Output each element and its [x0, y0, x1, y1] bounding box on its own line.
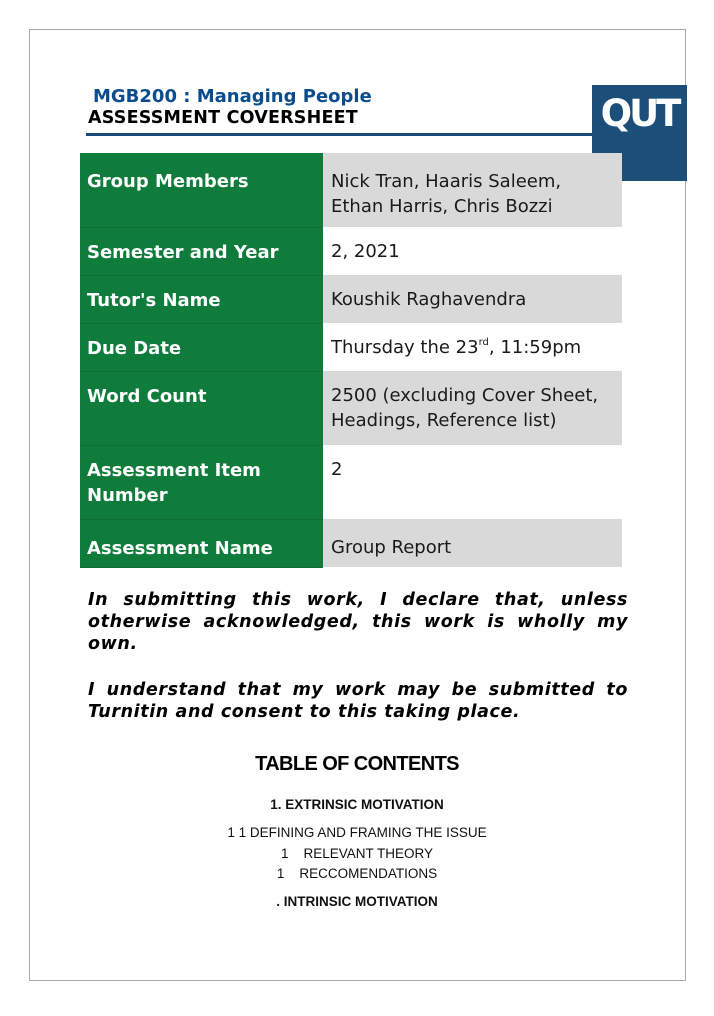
toc-heading: TABLE OF CONTENTS	[255, 753, 459, 775]
toc-item: 1 RECCOMENDATIONS	[276, 866, 438, 881]
value-word-count-line-1: 2500 (excluding Cover Sheet,	[331, 385, 599, 406]
row-assessment-name	[80, 519, 622, 567]
label-group-members: Group Members	[80, 153, 323, 227]
value-word-count	[323, 371, 622, 445]
value-tutor-name: Koushik Raghavendra	[323, 275, 622, 323]
row-tutor-name	[80, 275, 622, 323]
due-date-prefix: Thursday the 23	[331, 337, 479, 358]
label-assessment-name: Assessment Name	[80, 519, 323, 567]
label-semester-year: Semester and Year	[80, 227, 323, 275]
toc-item: . INTRINSIC MOTIVATION	[276, 894, 438, 909]
value-group-members-line-1: Nick Tran, Haaris Saleem,	[331, 171, 562, 192]
label-assessment-item-number	[80, 445, 323, 519]
label-due-date: Due Date	[80, 323, 323, 371]
row-word-count	[80, 371, 622, 445]
toc-item: 1 RELEVANT THEORY	[280, 846, 434, 861]
row-due-date	[80, 323, 622, 371]
value-assessment-item-number: 2	[331, 459, 343, 480]
course-title: MGB200 : Managing People	[93, 86, 372, 107]
value-word-count-line-2: Headings, Reference list)	[331, 410, 557, 431]
toc-item: 1 1 DEFINING AND FRAMING THE ISSUE	[227, 825, 487, 840]
value-group-members	[323, 153, 622, 227]
label-assessment-item-line-2: Number	[87, 484, 168, 506]
row-semester-year	[80, 227, 622, 275]
value-group-members-line-2: Ethan Harris, Chris Bozzi	[331, 196, 553, 217]
declaration-paragraph-2: I understand that my work may be submitted to Turnitin and consent to this taking place.	[88, 680, 628, 722]
toc-item: 1. EXTRINSIC MOTIVATION	[270, 797, 444, 812]
declaration-block	[88, 589, 628, 723]
row-assessment-item-number	[80, 445, 622, 519]
declaration-paragraph-1: In submitting this work, I declare that, unless otherwise acknowledged, this work is wholly my own.	[88, 590, 628, 654]
assessment-info-table	[80, 153, 622, 568]
value-semester-year: 2, 2021	[331, 241, 400, 262]
due-date-suffix: , 11:59pm	[488, 337, 582, 358]
value-due-date	[323, 323, 622, 371]
value-assessment-name: Group Report	[323, 519, 622, 567]
header-rule	[86, 133, 594, 136]
row-group-members	[80, 153, 622, 227]
label-tutor-name: Tutor's Name	[80, 275, 323, 323]
label-word-count: Word Count	[80, 371, 323, 445]
label-assessment-item-line-1: Assessment Item	[87, 459, 261, 481]
coversheet-title: ASSESSMENT COVERSHEET	[88, 108, 358, 128]
qut-logo-text: QUT	[600, 92, 679, 135]
due-date-ordinal: rd	[478, 337, 489, 348]
